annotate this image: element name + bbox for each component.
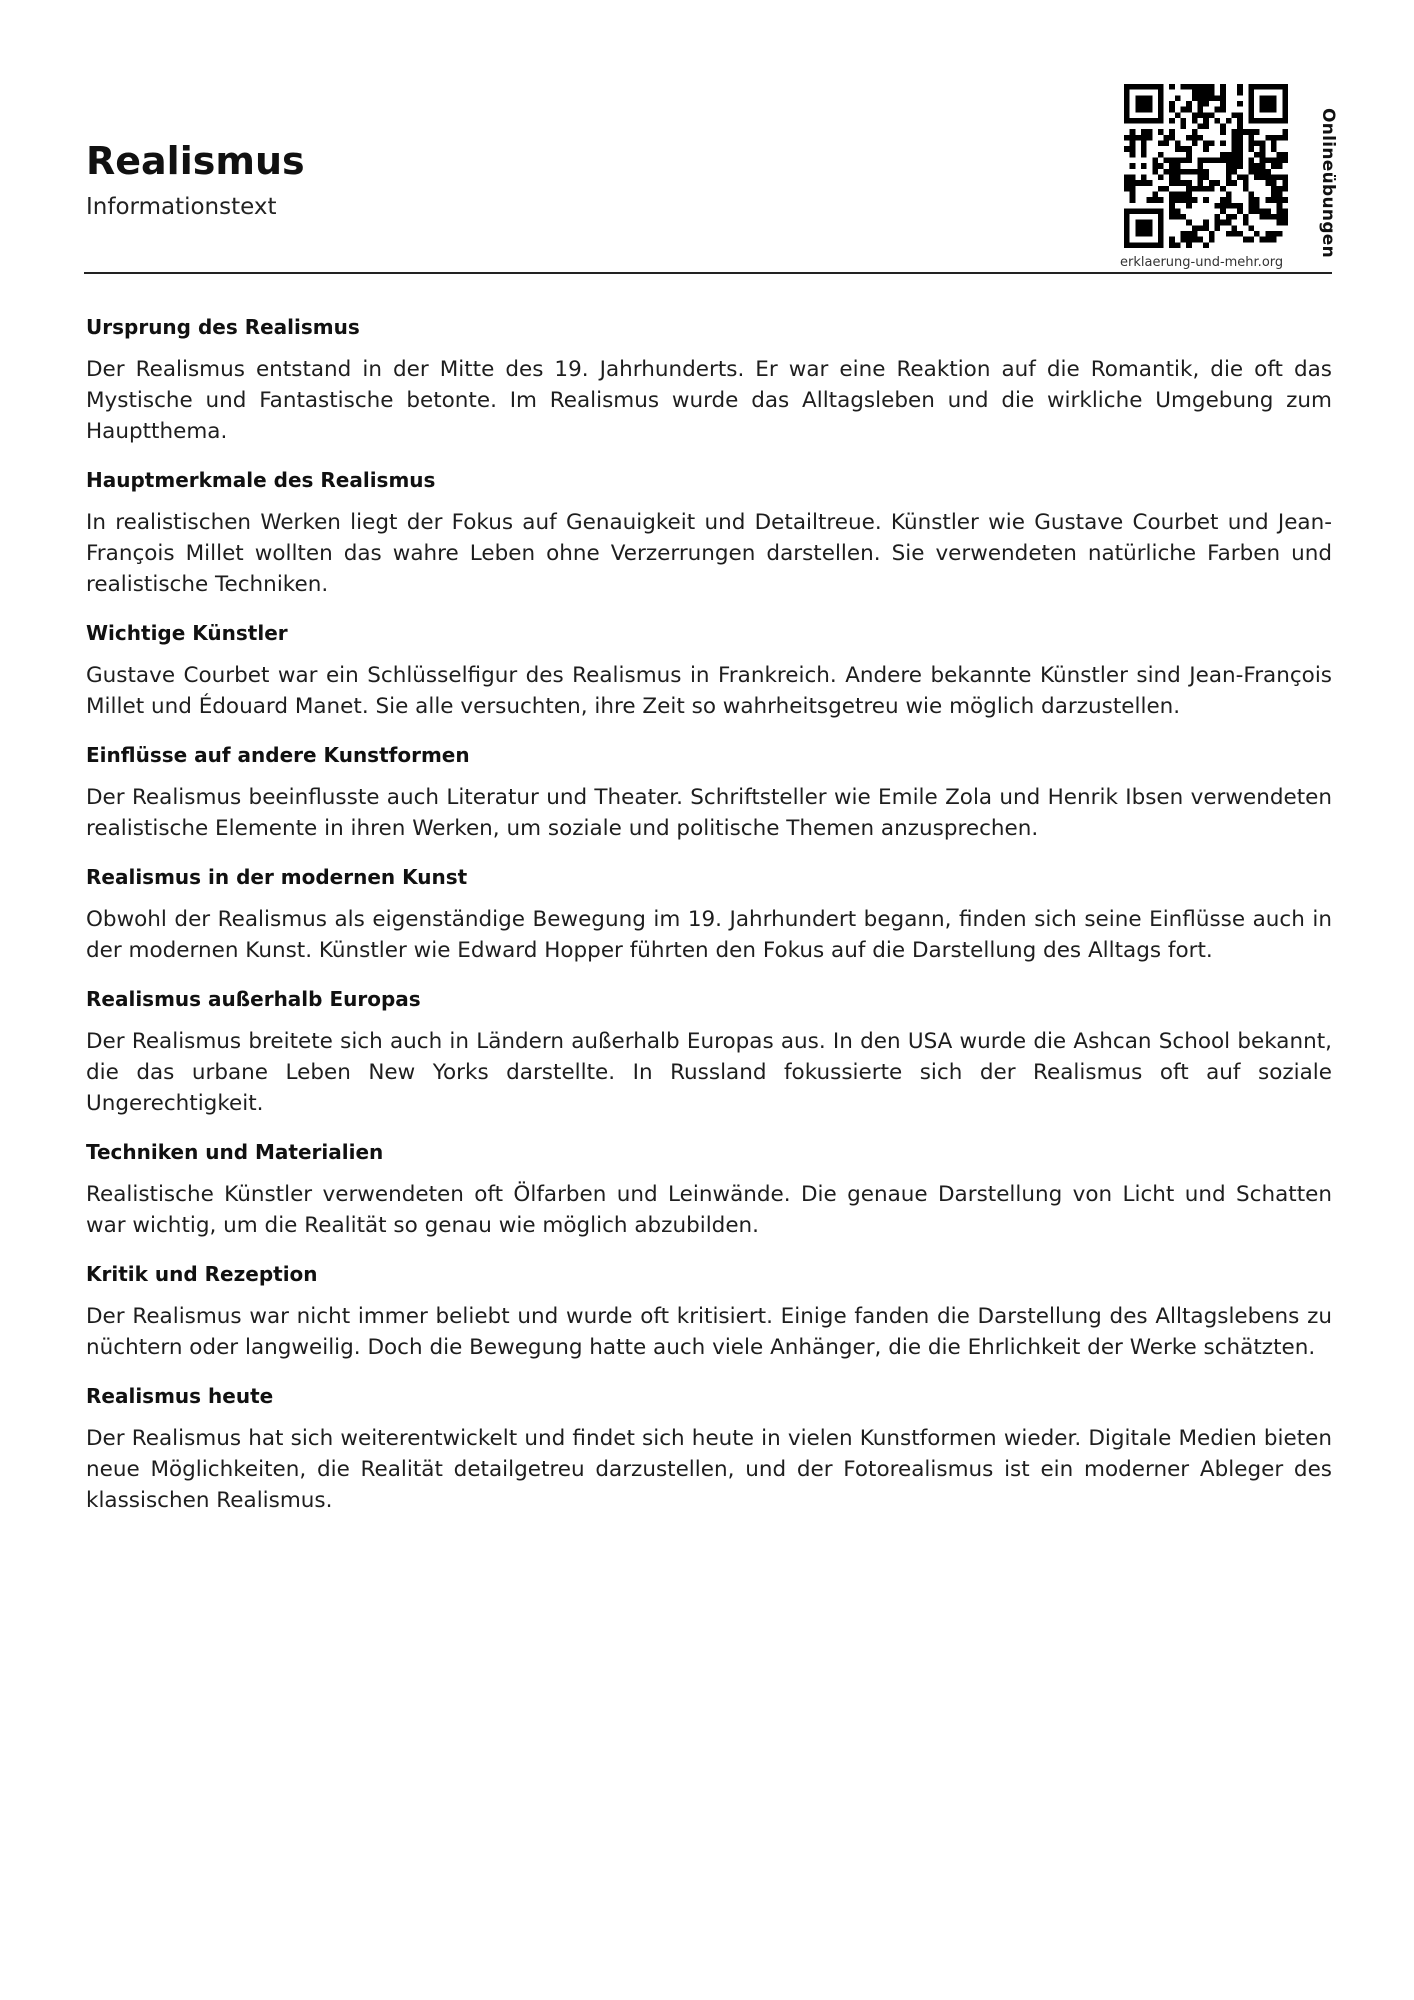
qr-code-link[interactable]	[1124, 84, 1334, 274]
section-heading: Techniken und Materialien	[86, 1140, 384, 1164]
section-kritik	[86, 1259, 1332, 1363]
section-body: Der Realismus war nicht immer beliebt und wurde oft kritisiert. Einige fanden die Darstellung des Alltagslebens zu nüchtern oder langweilig. Doch die Bewegung hatte auch viele Anhänger, die die Ehrlichkeit der Werke schätzten.	[86, 1304, 1332, 1360]
section-ursprung	[86, 312, 1332, 447]
section-body: Der Realismus hat sich weiterentwickelt und findet sich heute in vielen Kunstformen wieder. Digitale Medien bieten neue Möglichkeiten, die Realität detailgetreu darzustellen, und der Fotorealismus ist ein moderner Ableger des klassischen Realismus.	[86, 1426, 1332, 1513]
section-heute	[86, 1381, 1332, 1516]
header-divider	[84, 272, 1332, 274]
section-heading: Hauptmerkmale des Realismus	[86, 468, 436, 492]
section-heading: Realismus in der modernen Kunst	[86, 865, 468, 889]
section-body: Der Realismus breitete sich auch in Ländern außerhalb Europas aus. In den USA wurde die Ashcan School bekannt, die das urbane Leben New Yorks darstellte. In Russland fokussierte sich der Realismus oft auf soziale Ungerechtigkeit.	[86, 1029, 1332, 1116]
qr-url-text: erklaerung-und-mehr.org	[1120, 255, 1284, 270]
section-einfluesse	[86, 740, 1332, 844]
page-title: Realismus	[86, 139, 305, 183]
section-heading: Einflüsse auf andere Kunstformen	[86, 743, 470, 767]
section-techniken	[86, 1137, 1332, 1241]
section-heading: Realismus heute	[86, 1384, 274, 1408]
page-subtitle: Informationstext	[86, 194, 277, 220]
section-heading: Ursprung des Realismus	[86, 315, 360, 339]
section-body: Der Realismus entstand in der Mitte des 19. Jahrhunderts. Er war eine Reaktion auf die Romantik, die oft das Mystische und Fantastische betonte. Im Realismus wurde das Alltagsleben und die wirkliche Umgebung zum Hauptthema.	[86, 357, 1332, 444]
section-moderne-kunst	[86, 862, 1332, 966]
main-content	[86, 312, 1332, 1534]
section-body: Realistische Künstler verwendeten oft Ölfarben und Leinwände. Die genaue Darstellung von Licht und Schatten war wichtig, um die Realität so genau wie möglich abzubilden.	[86, 1182, 1332, 1238]
section-kuenstler	[86, 618, 1332, 722]
section-body: Gustave Courbet war ein Schlüsselfigur des Realismus in Frankreich. Andere bekannte Künstler sind Jean-François Millet und Édouard Manet. Sie alle versuchten, ihre Zeit so wahrheitsgetreu wie möglich darzustellen.	[86, 663, 1332, 719]
section-body: In realistischen Werken liegt der Fokus auf Genauigkeit und Detailtreue. Künstler wie Gustave Courbet und Jean-François Millet wollten das wahre Leben ohne Verzerrungen darstellen. Sie verwendeten natürliche Farben und realistische Techniken.	[86, 510, 1332, 597]
section-heading: Realismus außerhalb Europas	[86, 987, 421, 1011]
section-ausserhalb-europas	[86, 984, 1332, 1119]
section-body: Der Realismus beeinflusste auch Literatur und Theater. Schriftsteller wie Emile Zola und Henrik Ibsen verwendeten realistische Elemente in ihren Werken, um soziale und politische Themen anzusprechen.	[86, 785, 1332, 841]
section-heading: Kritik und Rezeption	[86, 1262, 318, 1286]
qr-code-icon	[1124, 84, 1288, 248]
section-heading: Wichtige Künstler	[86, 621, 288, 645]
online-exercises-label: Onlineübungen	[1318, 108, 1338, 259]
section-hauptmerkmale	[86, 465, 1332, 600]
page-header	[0, 0, 1414, 280]
section-body: Obwohl der Realismus als eigenständige Bewegung im 19. Jahrhundert begann, finden sich seine Einflüsse auch in der modernen Kunst. Künstler wie Edward Hopper führten den Fokus auf die Darstellung des Alltags fort.	[86, 907, 1332, 963]
